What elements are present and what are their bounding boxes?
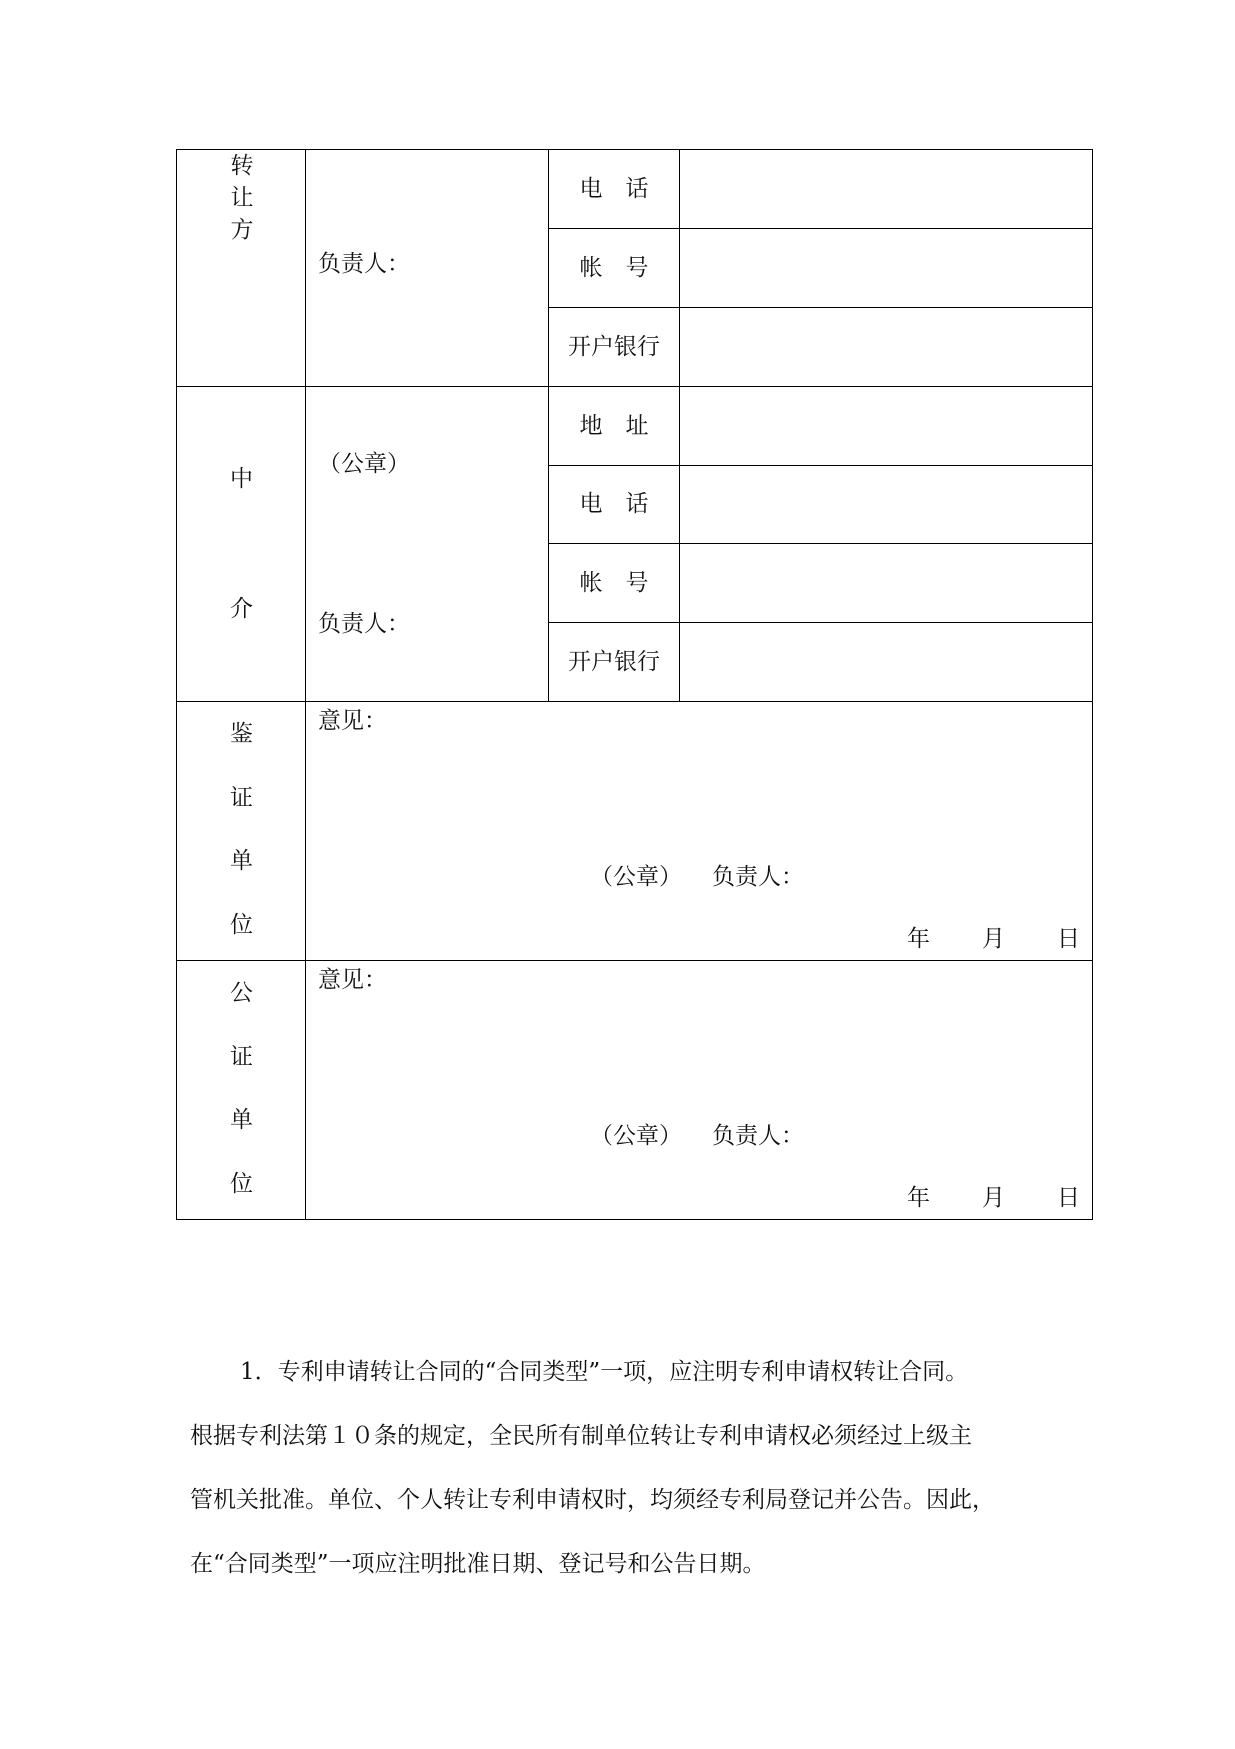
notarization-label-char: 单 (230, 1107, 253, 1133)
transferor-label-char: 让 (230, 185, 254, 211)
section-divider (177, 701, 1092, 702)
intermediary-bank-value[interactable] (692, 651, 1082, 681)
section-divider (177, 960, 1092, 961)
transferor-phone-value[interactable] (692, 178, 1082, 208)
attestation-date-year: 年 (907, 926, 930, 952)
note-line: 1．专利申请转让合同的“合同类型”一项，应注明专利申请权转让合同。 (240, 1359, 969, 1385)
attestation-seal-label: （公章） (590, 864, 682, 890)
contract-signature-table (176, 149, 1093, 1220)
transferor-account-label: 帐 号 (579, 255, 649, 281)
intermediary-address-label: 地 址 (579, 413, 649, 439)
intermediary-seal-label: （公章） (318, 451, 410, 477)
attestation-date-month: 月 (982, 926, 1005, 952)
attestation-label-char: 位 (230, 912, 253, 938)
intermediary-phone-value[interactable] (692, 493, 1082, 523)
note-line: 在“合同类型”一项应注明批准日期、登记号和公告日期。 (190, 1551, 766, 1577)
attestation-label-char: 单 (230, 848, 253, 874)
column-divider-1 (305, 150, 306, 1219)
row-line (548, 465, 1092, 466)
intermediary-bank-label: 开户银行 (568, 649, 660, 675)
attestation-opinion-label: 意见： (318, 708, 387, 734)
note-line: 根据专利法第１０条的规定，全民所有制单位转让专利申请权必须经过上级主 (190, 1423, 972, 1449)
notarization-opinion-label: 意见： (318, 967, 387, 993)
explanatory-notes (190, 1340, 1070, 1596)
note-line: 管机关批准。单位、个人转让专利申请权时，均须经专利局登记并公告。因此， (190, 1487, 995, 1513)
transferor-account-value[interactable] (692, 257, 1082, 287)
notarization-responsible-label: 负责人： (712, 1123, 804, 1149)
section-divider (177, 386, 1092, 387)
intermediary-label-bottom: 介 (230, 596, 253, 622)
intermediary-phone-label: 电 话 (579, 491, 649, 517)
intermediary-label-top: 中 (230, 466, 253, 492)
attestation-label-char: 证 (230, 785, 253, 811)
transferor-phone-label: 电 话 (579, 176, 649, 202)
row-line (548, 543, 1092, 544)
row-line (548, 622, 1092, 623)
notarization-date-month: 月 (982, 1185, 1005, 1211)
intermediary-responsible-label: 负责人： (318, 611, 410, 637)
transferor-bank-value[interactable] (692, 336, 1082, 366)
transferor-bank-label: 开户银行 (568, 334, 660, 360)
notarization-date-day: 日 (1057, 1185, 1080, 1211)
attestation-label-char: 鉴 (230, 721, 253, 747)
transferor-side-label (227, 150, 257, 246)
row-line (548, 228, 1092, 229)
attestation-responsible-label: 负责人： (712, 864, 804, 890)
transferor-responsible-label: 负责人： (318, 251, 410, 277)
intermediary-account-value[interactable] (692, 572, 1082, 602)
transferor-label-char: 转 (230, 153, 254, 179)
notarization-seal-label: （公章） (590, 1123, 682, 1149)
intermediary-address-value[interactable] (692, 415, 1082, 445)
notarization-date-year: 年 (907, 1185, 930, 1211)
transferor-label-char: 方 (230, 217, 254, 243)
notarization-label-char: 位 (230, 1171, 253, 1197)
notarization-label-char: 证 (230, 1044, 253, 1070)
notarization-label-char: 公 (230, 980, 253, 1006)
row-line (548, 307, 1092, 308)
column-divider-3 (679, 150, 680, 701)
intermediary-account-label: 帐 号 (579, 570, 649, 596)
attestation-date-day: 日 (1057, 926, 1080, 952)
